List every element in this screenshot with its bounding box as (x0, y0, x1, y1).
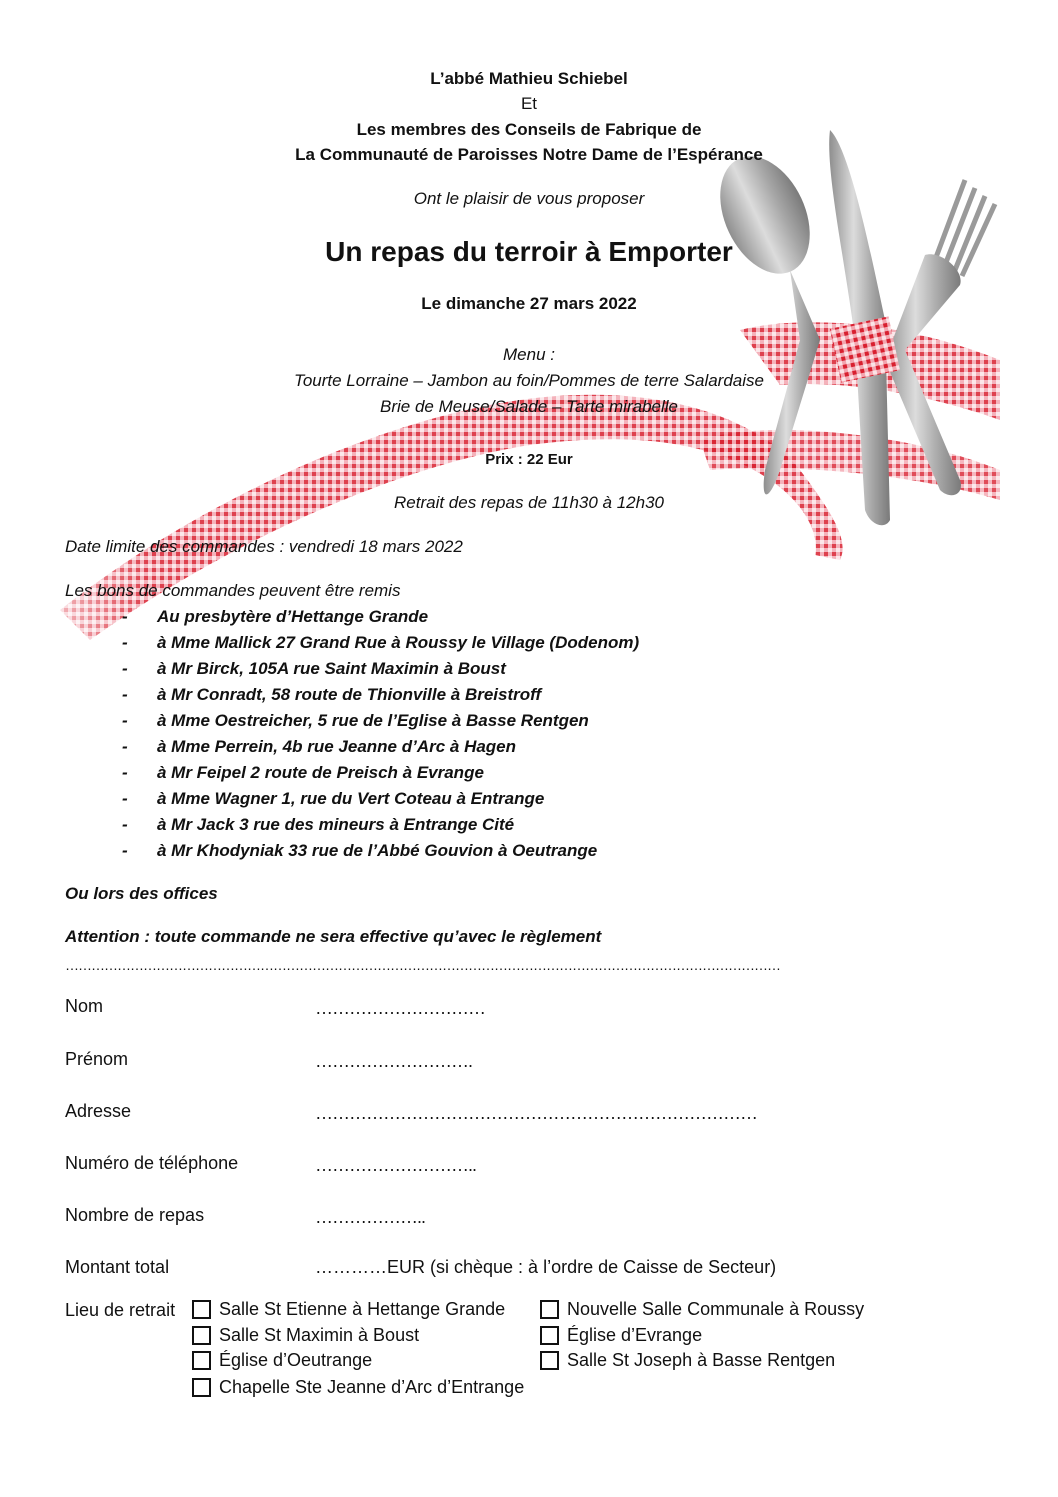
checkbox[interactable] (192, 1351, 211, 1370)
members-line2: La Communauté de Paroisses Notre Dame de l’Espérance (295, 145, 763, 164)
pickup-option[interactable]: Église d’Evrange (540, 1325, 702, 1346)
page-title: Un repas du terroir à Emporter (325, 236, 733, 267)
pickup-option[interactable]: Salle St Joseph à Basse Rentgen (540, 1350, 835, 1371)
and-text: Et (520, 94, 538, 113)
pickup-option[interactable]: Église d’Oeutrange (192, 1350, 372, 1371)
checkbox[interactable] (540, 1300, 559, 1319)
offices-note: Ou lors des offices (65, 884, 218, 903)
payment-warning: Attention : toute commande ne sera effective qu’avec le règlement (65, 927, 602, 946)
list-item: - à Mr Conradt, 58 route de Thionville à Breistroff (122, 685, 542, 704)
list-item: - à Mme Oestreicher, 5 rue de l’Eglise à Basse Rentgen (122, 711, 589, 730)
event-date: Le dimanche 27 mars 2022 (421, 294, 637, 313)
pickup-label: Lieu de retrait (65, 1300, 176, 1320)
checkbox[interactable] (192, 1300, 211, 1319)
list-item: - à Mr Khodyniak 33 rue de l’Abbé Gouvion à Oeutrange (122, 841, 598, 860)
checkbox[interactable] (540, 1326, 559, 1345)
list-item: - à Mr Feipel 2 route de Preisch à Evrange (122, 763, 484, 782)
menu-label: Menu : (503, 345, 555, 364)
nom-field[interactable]: ………………………… (315, 998, 485, 1018)
cut-line-separator: ………………………………………………………………………………………………………………………………………………… (65, 957, 780, 973)
field-label-prenom: Prénom (65, 1049, 129, 1069)
list-item: - à Mme Mallick 27 Grand Rue à Roussy le Village (Dodenom) (122, 633, 640, 652)
list-item: - Au presbytère d’Hettange Grande (122, 607, 429, 626)
field-label-montant: Montant total (65, 1257, 170, 1277)
price: Prix : 22 Eur (485, 451, 573, 468)
members-line1: Les membres des Conseils de Fabrique de (356, 120, 702, 139)
field-label-nombre-repas: Nombre de repas (65, 1205, 205, 1225)
list-item: - à Mme Perrein, 4b rue Jeanne d’Arc à Hagen (122, 737, 517, 756)
menu-line1: Tourte Lorraine – Jambon au foin/Pommes de terre Salardaise (294, 371, 764, 390)
pickup-option[interactable]: Salle St Etienne à Hettange Grande (192, 1299, 505, 1320)
adresse-field[interactable]: …………………………………………………………………… (315, 1103, 757, 1123)
drop-off-locations-list (122, 604, 639, 864)
checkbox[interactable] (192, 1326, 211, 1345)
prenom-field[interactable]: ………………………. (315, 1051, 473, 1071)
field-label-nom: Nom (65, 996, 104, 1016)
organizer: L’abbé Mathieu Schiebel (430, 69, 628, 88)
telephone-field[interactable]: ……………………….. (315, 1155, 477, 1175)
montant-field[interactable]: …………EUR (si chèque : à l’ordre de Caisse de Secteur) (315, 1257, 777, 1277)
menu-line2: Brie de Meuse/Salade – Tarte mirabelle (380, 397, 678, 416)
pickup-option[interactable]: Chapelle Ste Jeanne d’Arc d’Entrange (192, 1377, 524, 1398)
pickup-option[interactable]: Salle St Maximin à Boust (192, 1325, 419, 1346)
field-label-adresse: Adresse (65, 1101, 132, 1121)
list-item: - à Mme Wagner 1, rue du Vert Coteau à Entrange (122, 789, 545, 808)
list-item: - à Mr Jack 3 rue des mineurs à Entrange Cité (122, 815, 515, 834)
pickup-option[interactable]: Nouvelle Salle Communale à Roussy (540, 1299, 864, 1320)
field-label-telephone: Numéro de téléphone (65, 1153, 239, 1173)
order-intro: Les bons de commandes peuvent être remis (65, 581, 401, 600)
list-item: - à Mr Birck, 105A rue Saint Maximin à Boust (122, 659, 506, 678)
invite-text: Ont le plaisir de vous proposer (413, 189, 645, 208)
order-deadline: Date limite des commandes : vendredi 18 mars 2022 (65, 537, 463, 556)
checkbox[interactable] (192, 1378, 211, 1397)
nombre-repas-field[interactable]: ……………….. (315, 1207, 426, 1227)
pickup-time: Retrait des repas de 11h30 à 12h30 (394, 493, 664, 512)
checkbox[interactable] (540, 1351, 559, 1370)
